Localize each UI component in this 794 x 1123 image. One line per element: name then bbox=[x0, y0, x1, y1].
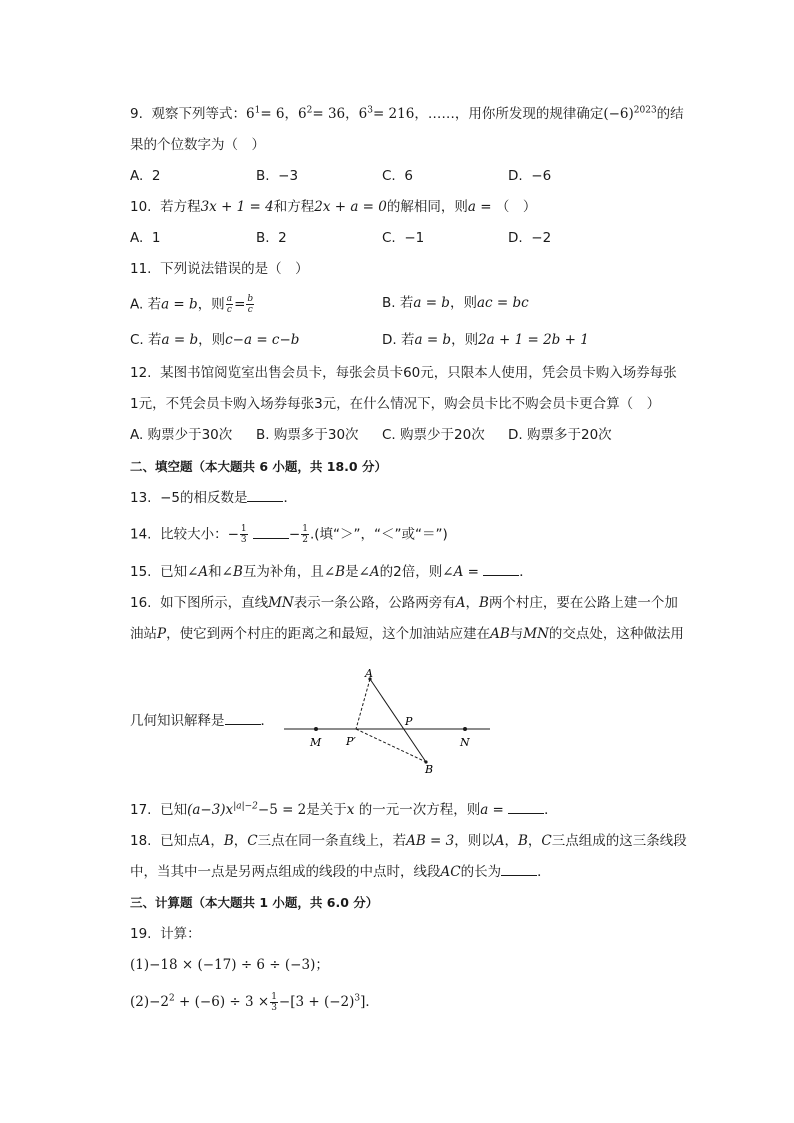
q12-line2: 1元，不凭会员卡购入场券每张3元，在什么情况下，购会员卡比不购会员卡更合算（ ） bbox=[130, 396, 661, 412]
q12-option-b[interactable]: B. 购票多于30次 bbox=[256, 427, 359, 443]
q9-option-a[interactable]: A. 2 bbox=[130, 168, 161, 184]
q19-part2: $(2)-2^2 + (-6) \div 3$ × $\frac{1}{3}$ $-[3 + (-2)^3]$． bbox=[130, 992, 379, 1013]
q12-option-a[interactable]: A. 购票少于30次 bbox=[130, 427, 233, 443]
point-m bbox=[314, 727, 318, 731]
fraction: $\frac{1}{3}$ bbox=[271, 992, 277, 1013]
q13-number: 13. bbox=[130, 490, 152, 506]
label-n: N bbox=[460, 736, 470, 749]
answer-blank[interactable] bbox=[483, 563, 519, 576]
q9-line1: 9. 观察下列等式：$6^1= 6$，$6^2= 36$，$6^3= 216$，……，用你所发现的规律确定$(-6)^{2023}$的结 bbox=[130, 105, 684, 122]
q19-number: 19. bbox=[130, 926, 152, 942]
q19-part1: (1)−18 × (−17) ÷ 6 ÷ (−3)； bbox=[130, 957, 329, 973]
q12-option-c[interactable]: C. 购票少于20次 bbox=[382, 427, 485, 443]
q15-number: 15. bbox=[130, 564, 152, 580]
q10-line1: 10. 若方程3x + 1 = 4和方程2x + a = 0的解相同，则a = （ ） bbox=[130, 199, 537, 215]
fraction: $\frac{1}{3}$ bbox=[240, 524, 247, 545]
q16-number: 16. bbox=[130, 595, 152, 611]
q19-line1: 19. 计算： bbox=[130, 926, 201, 942]
q10-number: 10. bbox=[130, 199, 152, 215]
section-fill-blank-heading: 二、填空题（本大题共 6 小题，共 18.0 分） bbox=[130, 459, 387, 474]
q16-line2: 油站P，使它到两个村庄的距离之和最短，这个加油站应建在AB与MN的交点处，这种做法用 bbox=[130, 626, 684, 642]
q9-line2: 果的个位数字为（ ） bbox=[130, 137, 265, 153]
q10-option-a[interactable]: A. 1 bbox=[130, 230, 161, 246]
fraction: $\frac{1}{2}$ bbox=[302, 524, 308, 545]
q16-line1: 16. 如下图所示，直线MN表示一条公路，公路两旁有A，B两个村庄，要在公路上建一个加 bbox=[130, 595, 678, 611]
answer-blank[interactable] bbox=[225, 712, 261, 725]
q17-line1: 17. 已知$(a-3)x^{|a|-2}-5 = 2$是关于x 的一元一次方程，则a = ． bbox=[130, 801, 558, 818]
q12-line1: 12. 某图书馆阅览室出售会员卡，每张会员卡60元，只限本人使用，凭会员卡购入场券每张 bbox=[130, 365, 677, 381]
label-p-prime: P′ bbox=[346, 735, 356, 748]
q11-line1: 11. 下列说法错误的是（ ） bbox=[130, 261, 309, 277]
dashed-p-prime-b bbox=[356, 729, 426, 762]
q9-option-d[interactable]: D. −6 bbox=[508, 168, 552, 184]
q11-option-b[interactable]: B. 若a = b，则ac = bc bbox=[382, 295, 529, 311]
label-a: A bbox=[365, 667, 373, 680]
fraction: $\frac{a}{c}$ bbox=[226, 294, 233, 315]
q12-option-d[interactable]: D. 购票多于20次 bbox=[508, 427, 612, 443]
answer-blank[interactable] bbox=[501, 863, 537, 876]
q15-line1: 15. 已知∠A和∠B互为补角，且∠B是∠A的2倍，则∠A = ． bbox=[130, 564, 533, 580]
section-calculation-heading: 三、计算题（本大题共 1 小题，共 6.0 分） bbox=[130, 895, 379, 910]
answer-blank[interactable] bbox=[508, 801, 544, 814]
q11-option-d[interactable]: D. 若a = b，则2a + 1 = 2b + 1 bbox=[382, 332, 589, 348]
q18-number: 18. bbox=[130, 833, 152, 849]
q11-option-a[interactable]: A. 若a = b，则 $\frac{a}{c}$ = $\frac{b}{c}$ bbox=[130, 294, 254, 315]
q17-number: 17. bbox=[130, 802, 152, 818]
q16-line3: 几何知识解释是 ． bbox=[130, 713, 274, 729]
point-n bbox=[463, 727, 467, 731]
fraction: $\frac{b}{c}$ bbox=[247, 294, 254, 315]
q11-number: 11. bbox=[130, 261, 152, 277]
q9-option-b[interactable]: B. −3 bbox=[256, 168, 299, 184]
dashed-a-p-prime bbox=[356, 679, 370, 729]
segment-ab bbox=[370, 679, 426, 762]
q13-line1: 13. −5的相反数是 ． bbox=[130, 490, 297, 506]
q14-line1: 14. 比较大小：− $\frac{1}{3}$ − $\frac{1}{2}$ .(填“＞”，“＜”或“＝”) bbox=[130, 524, 448, 545]
q9-option-c[interactable]: C. 6 bbox=[382, 168, 413, 184]
q18-line1: 18. 已知点A，B，C三点在同一条直线上，若AB = 3，则以A，B，C三点组成的这三条线段 bbox=[130, 833, 687, 849]
q18-line2: 中，当其中一点是另两点组成的线段的中点时，线段AC的长为 ． bbox=[130, 864, 551, 880]
q10-option-c[interactable]: C. −1 bbox=[382, 230, 425, 246]
label-b: B bbox=[425, 763, 434, 776]
answer-blank[interactable] bbox=[247, 489, 283, 502]
label-p: P bbox=[405, 715, 413, 728]
q9-number: 9. bbox=[130, 106, 143, 122]
answer-blank[interactable] bbox=[253, 526, 289, 539]
q11-option-c[interactable]: C. 若a = b，则c−a = c−b bbox=[130, 332, 300, 348]
q10-option-b[interactable]: B. 2 bbox=[256, 230, 287, 246]
q14-number: 14. bbox=[130, 526, 152, 543]
label-m: M bbox=[310, 736, 322, 749]
q12-number: 12. bbox=[130, 365, 152, 381]
q10-option-d[interactable]: D. −2 bbox=[508, 230, 552, 246]
road-village-figure bbox=[284, 665, 496, 777]
